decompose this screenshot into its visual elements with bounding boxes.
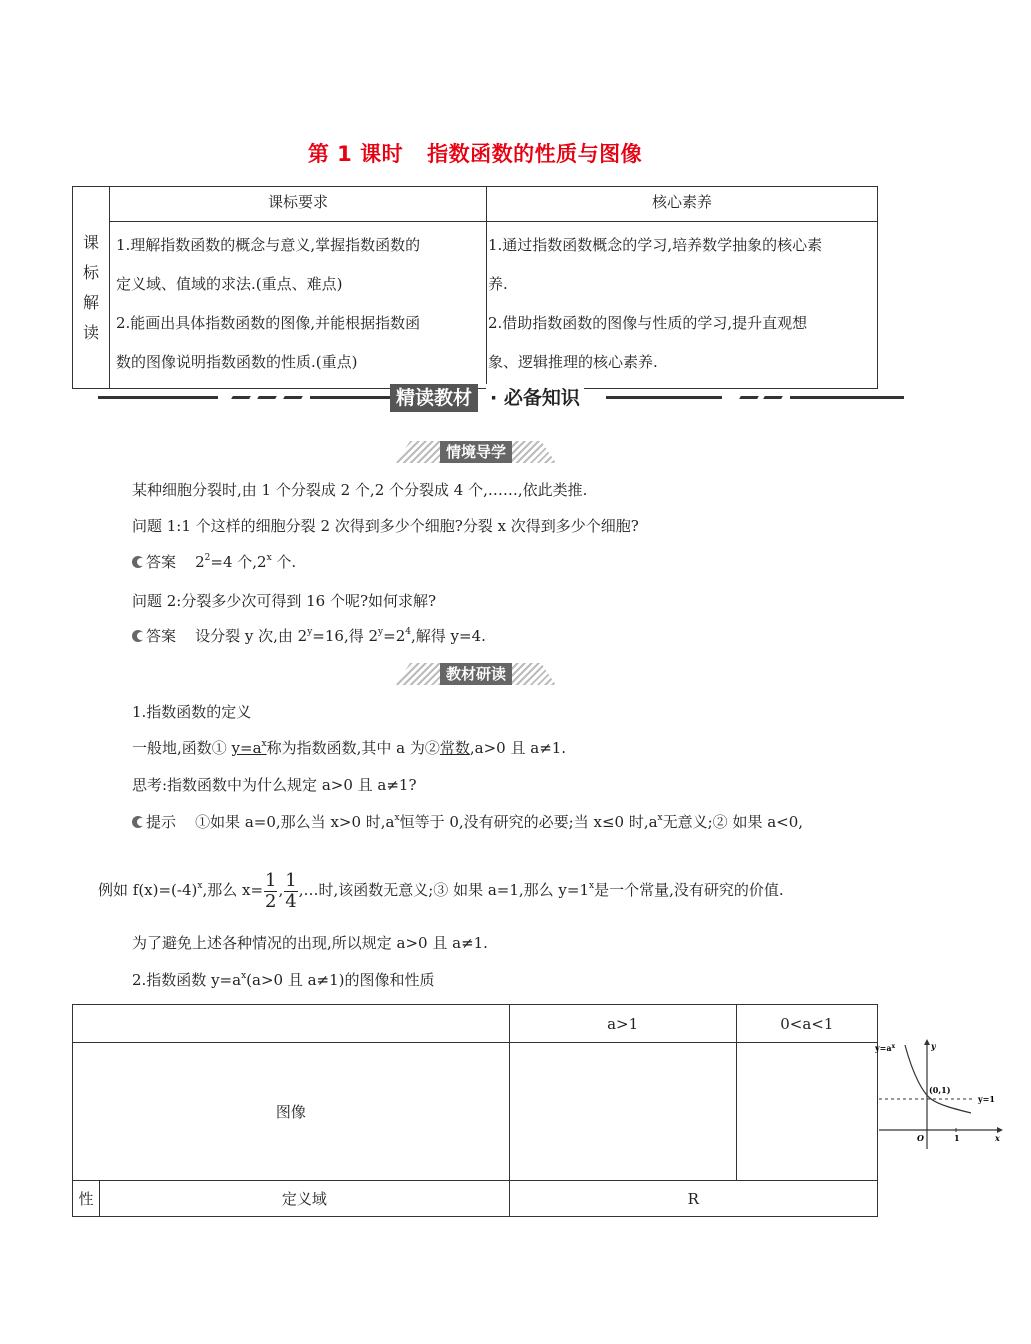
fn-exp: x (261, 739, 267, 749)
question-2: 问题 2:分裂多少次可得到 16 个呢?如何求解? (132, 592, 437, 610)
math-exp: x (241, 971, 247, 981)
math-exp: 2 (204, 553, 211, 563)
def-text: 一般地,函数① (132, 739, 232, 757)
hint-text: ①如果 a=0,那么当 x>0 时,a (195, 813, 395, 831)
hint-text: ,那么 x= (202, 881, 264, 899)
section-tag-textbook (396, 663, 556, 685)
def-text: ,a>0 且 a≠1. (469, 739, 567, 757)
banner-dash (763, 396, 783, 399)
math-text: = (383, 627, 396, 645)
row-domain-label: 定义域 (100, 1181, 510, 1217)
definition-text (132, 738, 566, 758)
math-exp: y (307, 627, 313, 637)
banner-rule-left (98, 396, 218, 399)
req-header: 课标要求 (110, 187, 487, 222)
competency-header: 核心素养 (487, 187, 878, 222)
curriculum-table (72, 186, 878, 389)
hint-label: 提示 (146, 813, 177, 831)
def-text: 称为指数函数,其中 a 为② (266, 739, 440, 757)
math-text: 个. (271, 553, 297, 571)
math-text: =4 个, (210, 553, 258, 571)
math-text: 2 (395, 627, 406, 645)
math-text: 2 (368, 627, 379, 645)
hint-line-2: 例如 $f(x)=(-4)^x$,那么 x= $\frac{1}{2}$ , $\frac{1}{4}$ ,…时,该函数无意义;③ 如果 a=1,那么 $y=1^x$是一个常量,没有研究的价值. (98, 869, 784, 912)
header-a-lt-1: 0<a<1 (736, 1005, 877, 1043)
graph-decreasing-exponential (871, 1041, 1031, 1153)
fraction-quarter: $\frac{1}{4}$ (285, 869, 297, 912)
row-property-side: 性 (73, 1181, 100, 1217)
hint-icon (132, 816, 144, 828)
title-topic: 指数函数的性质与图像 (427, 142, 643, 166)
heading-text: 2.指数函数 y=a (132, 971, 242, 989)
hint-text: 恒等于 0,没有研究的必要;当 x≤0 时,a (399, 813, 658, 831)
side-label-cell (73, 187, 110, 389)
math-exp: 4 (405, 627, 411, 637)
math-exp: y (378, 627, 384, 637)
asymptote-label: y=1 (977, 1094, 995, 1104)
banner-dash (739, 396, 759, 399)
side-char: 标 (82, 262, 99, 282)
tick-label: 1 (953, 1133, 960, 1143)
intro-text: 某种细胞分裂时,由 1 个分裂成 2 个,2 个分裂成 4 个,……,依此类推. (132, 481, 588, 499)
point-label: (0,1) (928, 1085, 951, 1095)
math-exp: x (589, 881, 595, 891)
tag-label: 教材研读 (440, 663, 512, 685)
blank-1 (232, 739, 267, 757)
competency-line: 象、逻辑推理的核心素养. (488, 353, 658, 371)
req-content (110, 222, 487, 389)
banner-dash (257, 396, 277, 399)
domain-value: R (509, 1181, 877, 1217)
banner-rule-right (606, 396, 722, 399)
math-exp: x (657, 813, 663, 823)
y-axis-arrow (924, 1039, 930, 1045)
req-line: 定义域、值域的求法.(重点、难点) (116, 275, 343, 293)
hint-text: 是一个常量,没有研究的价值. (594, 881, 784, 899)
hint-text: ,…时,该函数无意义;③ 如果 a=1,那么 y=1 (298, 881, 590, 899)
banner-rule-far (790, 396, 904, 399)
side-char: 课 (82, 232, 99, 252)
competency-content (487, 222, 878, 389)
answer-1 (132, 552, 296, 572)
hint-text: 无意义;② 如果 a<0, (662, 813, 804, 831)
page-title (0, 138, 950, 168)
origin-label: O (916, 1133, 924, 1143)
math-exp: x (394, 813, 400, 823)
math-exp: x (266, 553, 272, 563)
answer-icon (132, 630, 144, 642)
graph-cell-a-lt-1 (736, 1041, 1000, 1181)
answer-label: 答案 (146, 627, 177, 645)
side-char: 读 (82, 322, 99, 342)
hint-line-1 (132, 812, 803, 832)
think-question: 思考:指数函数中为什么规定 a>0 且 a≠1? (132, 776, 417, 794)
competency-line: 2.借助指数函数的图像与性质的学习,提升直观想 (488, 314, 808, 332)
banner-main: 精读教材 (390, 384, 478, 412)
y-axis-label: y (930, 1041, 936, 1051)
heading-definition: 1.指数函数的定义 (132, 703, 252, 721)
heading-text: (a>0 且 a≠1)的图像和性质 (246, 971, 435, 989)
answer-2 (132, 626, 486, 646)
empty-header-cell (73, 1005, 510, 1043)
competency-line: 养. (488, 275, 508, 293)
tag-label: 情境导学 (440, 441, 512, 463)
req-line: 2.能画出具体指数函数的图像,并能根据指数函 (116, 314, 421, 332)
exp-curve (905, 1045, 971, 1113)
banner-rule-mid (310, 396, 390, 399)
graph-cell-a-gt-1 (509, 1043, 736, 1181)
competency-line: 1.通过指数函数概念的学习,培养数学抽象的核心素 (488, 236, 823, 254)
req-line: 数的图像说明指数函数的性质.(重点) (116, 353, 358, 371)
req-line: 1.理解指数函数的概念与意义,掌握指数函数的 (116, 236, 421, 254)
header-a-gt-1: a>1 (509, 1005, 736, 1043)
fraction-half: $\frac{1}{2}$ (265, 869, 277, 912)
banner-dash (231, 396, 251, 399)
properties-table (72, 1004, 1000, 1217)
fn-base: y=a (231, 739, 262, 757)
math-text: 2 (297, 627, 308, 645)
fn-label: $y=a^x$ (874, 1043, 895, 1053)
hint-text: 例如 f(x)=(-4) (98, 881, 198, 899)
title-lesson: 第 1 课时 (307, 142, 404, 166)
banner-dash (283, 396, 303, 399)
math-text: 2 (195, 553, 205, 571)
math-text: 设分裂 y 次,由 (195, 627, 298, 645)
answer-label: 答案 (146, 553, 177, 571)
math-text: =16,得 (312, 627, 369, 645)
side-char: 解 (82, 292, 99, 312)
row-image-label: 图像 (73, 1043, 510, 1181)
banner-sub: · 必备知识 (486, 384, 584, 412)
heading-graph-properties (132, 970, 435, 990)
question-1: 问题 1:1 个这样的细胞分裂 2 次得到多少个细胞?分裂 x 次得到多少个细胞? (132, 517, 639, 535)
answer-icon (132, 556, 144, 568)
x-axis-label: x (994, 1133, 1000, 1143)
math-text: 2 (257, 553, 267, 571)
conclusion-text: 为了避免上述各种情况的出现,所以规定 a>0 且 a≠1. (132, 934, 488, 952)
math-text: ,解得 y=4. (411, 627, 486, 645)
math-exp: x (197, 881, 203, 891)
section-tag-situation (396, 441, 556, 463)
blank-2: 常数 (439, 739, 470, 757)
